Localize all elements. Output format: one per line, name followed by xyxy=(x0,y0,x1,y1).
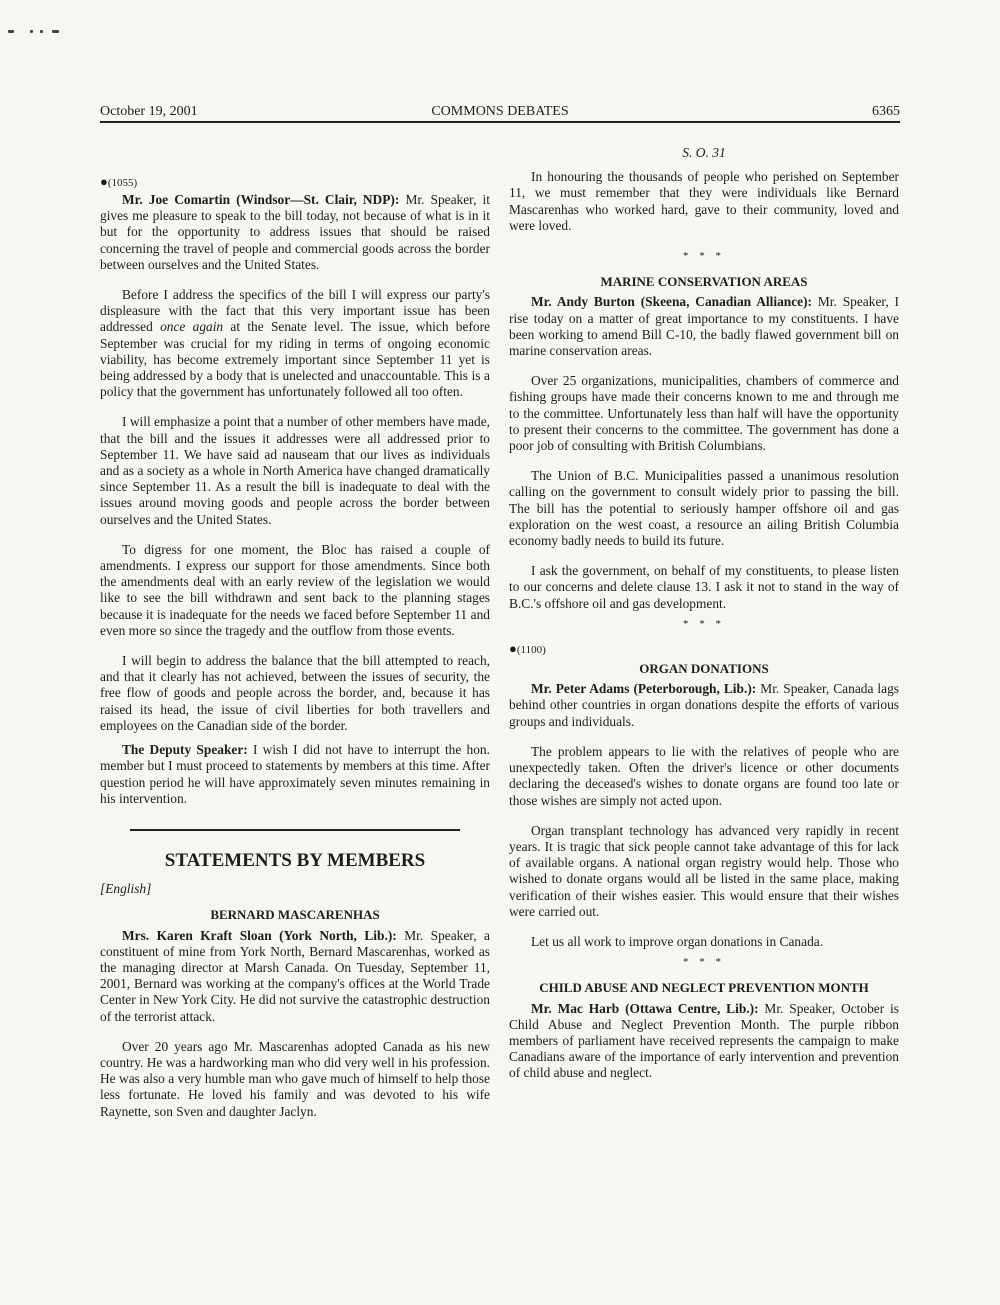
paragraph: I will begin to address the balance that the bill attempted to reach, and that it clearly has not achieved, between the issues of security, the free flow of goods and people across the border, and, because it has raised its head, the issue of civil liberties for both travellers and employees on the Canadian side of the border. xyxy=(100,653,490,733)
paragraph: I will emphasize a point that a number of other members have made, that the bill and the issues it addresses were all addressed prior to September 11. We have said ad nauseam that our lives as individuals and as a society as a whole in North America have changed dramatically since September 11. As a result the bill is inadequate to deal with the issues around moving goods and people across the border between ourselves and the United States. xyxy=(100,414,490,527)
section-rule xyxy=(130,829,460,831)
speaker-name: Mrs. Karen Kraft Sloan (York North, Lib.): xyxy=(122,927,397,943)
standing-order-label: S. O. 31 xyxy=(682,145,726,160)
paragraph: Let us all work to improve organ donations in Canada. xyxy=(531,933,824,949)
paragraph: The Deputy Speaker: I wish I did not have to interrupt the hon. member but I must proceed to statements by members at this time. After question period he will have approximately seven minutes remaining in his intervention. xyxy=(100,742,490,806)
paragraph: Organ transplant technology has advanced very rapidly in recent years. It is tragic that sick people cannot take advantage of this for lack of available organs. A national organ registry would help. Those who wished to donate organs would all be listed in the same place, making verification of their wishes easier. This would ensure that their wishes were carried out. xyxy=(509,822,899,919)
speaker-name: The Deputy Speaker: xyxy=(122,742,248,758)
page-header xyxy=(100,103,900,121)
paragraph: In honouring the thousands of people who perished on September 11, we must remember that they were individuals like Bernard Mascarenhas who worked hard, gave to their community, loved and were loved. xyxy=(509,169,899,233)
speaker-name: Mr. Joe Comartin (Windsor—St. Clair, NDP): xyxy=(122,192,400,207)
header-rule xyxy=(100,121,900,123)
paragraph: Before I address the specifics of the bill I will express our party's displeasure with the fact that this very important issue has been addressed once again at the Senate level. The issue, which before September was crucial for my riding in terms of ongoing economic viability, has become extremely important since September 11 yet is being addressed by a body that is unelected and unaccountable. This is a policy that the government has unfortunately followed all too often. xyxy=(100,287,490,400)
section-title: STATEMENTS BY MEMBERS xyxy=(164,849,426,871)
statement-heading: CHILD ABUSE AND NEGLECT PREVENTION MONTH xyxy=(539,980,869,996)
paragraph: Mr. Peter Adams (Peterborough, Lib.): Mr. Speaker, Canada lags behind other countries in organ donations despite the efforts of various groups and individuals. xyxy=(509,681,899,729)
bullet-icon: ● xyxy=(100,174,108,189)
statement-heading: ORGAN DONATIONS xyxy=(639,661,769,677)
paragraph: The Union of B.C. Municipalities passed a unanimous resolution calling on the government to consult widely prior to passing the bill. The bill has the potential to seriously hamper offshore oil and gas exploration on the west coast, a resource an ailing British Columbia economy badly needs to build its future. xyxy=(509,468,899,549)
paragraph: To digress for one moment, the Bloc has raised a couple of amendments. I express our support for those amendments. Since both the amendments deal with an early review of the legislation we would like to see the bill withdrawn and sent back to the planning stages because it is inadequate for the needs we faced before September 11 and even more so since the tragedy and the outflow from those events. xyxy=(100,541,490,638)
section-separator: * * * xyxy=(683,617,725,630)
paragraph: Over 20 years ago Mr. Mascarenhas adopted Canada as his new country. He was a hardworking man who did very well in his profession. He was also a very humble man who gave much of himself to help those less fortunate. He loved his family and was devoted to his wife Raynette, son Sven and daughter Jaclyn. xyxy=(100,1038,490,1119)
header-publication: COMMONS DEBATES xyxy=(431,104,569,119)
paragraph: Over 25 organizations, municipalities, chambers of commerce and fishing groups have made their concerns known to me and through me to the committee. Unfortunately less than half will have the opportunity to present their concerns to the committee. The government has done a poor job of consulting with British Columbians. xyxy=(509,373,899,454)
language-tag: [English] xyxy=(100,881,152,897)
right-column xyxy=(509,145,899,1096)
speaker-name: Mr. Mac Harb (Ottawa Centre, Lib.): xyxy=(531,1000,759,1016)
paragraph: I ask the government, on behalf of my constituents, to please listen to our concerns and delete clause 13. I ask it not to stand in the way of B.C.'s offshore oil and gas development. xyxy=(509,563,899,611)
paragraph: Mrs. Karen Kraft Sloan (York North, Lib.): Mr. Speaker, a constituent of mine from York North, Bernard Mascarenhas, worked as the managing director at Marsh Canada. On Tuesday, September 11, 2001, Bernard was working at the company's offices at the World Trade Center in New York City. He did not survive the catastrophic destruction of the terrorist attack. xyxy=(100,927,490,1024)
header-date: October 19, 2001 xyxy=(100,104,198,119)
scan-specks xyxy=(8,30,68,36)
header-page-number: 6365 xyxy=(872,104,900,119)
bullet-icon: ● xyxy=(509,641,517,657)
time-marker: ●(1100) xyxy=(509,641,546,657)
left-column xyxy=(100,145,490,1134)
paragraph: Mr. Andy Burton (Skeena, Canadian Alliance): Mr. Speaker, I rise today on a matter of great importance to my constituents. I have been working to amend Bill C-10, the badly flawed government bill on marine conservation areas. xyxy=(509,294,899,359)
paragraph: Mr. Mac Harb (Ottawa Centre, Lib.): Mr. Speaker, October is Child Abuse and Neglect Prevention Month. The purple ribbon members of parliament have received represents the campaign to make Canadians aware of the importance of early intervention and prevention of child abuse and neglect. xyxy=(509,1000,899,1081)
statement-heading: MARINE CONSERVATION AREAS xyxy=(600,274,808,290)
time-marker: ●(1055) xyxy=(100,174,138,189)
speaker-name: Mr. Andy Burton (Skeena, Canadian Alliance): xyxy=(531,294,813,310)
paragraph: The problem appears to lie with the relatives of people who are unexpectedly taken. Often the driver's licence or other documents declaring the deceased's wishes to donate organs are found too late or those wishes are simply not acted upon. xyxy=(509,743,899,808)
section-separator: * * * xyxy=(683,250,725,263)
speaker-name: Mr. Peter Adams (Peterborough, Lib.): xyxy=(531,681,757,697)
section-separator: * * * xyxy=(683,956,725,969)
statement-heading: BERNARD MASCARENHAS xyxy=(210,907,380,923)
paragraph: Mr. Joe Comartin (Windsor—St. Clair, NDP): Mr. Speaker, it gives me pleasure to speak to the bill today, not because of what is in it but for the opportunity to address issues that should be raised concerning the travel of people and commercial goods across the border between ourselves and the United States. xyxy=(100,192,490,272)
